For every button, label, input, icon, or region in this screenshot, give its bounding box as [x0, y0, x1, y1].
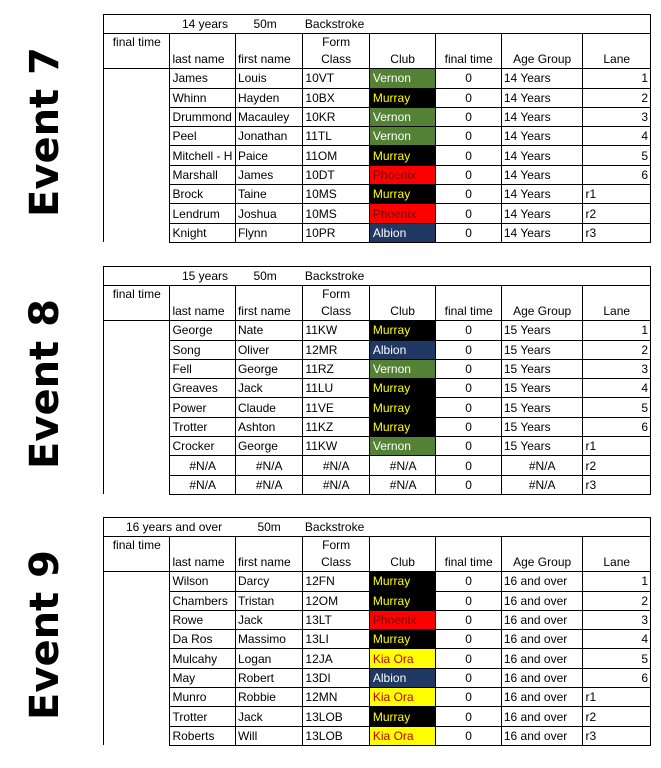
- age-group-cell: #N/A: [501, 475, 583, 494]
- final-time-value-cell: 0: [436, 437, 501, 456]
- table-row: [104, 688, 651, 707]
- first-name-cell: Tristan: [235, 591, 302, 610]
- lane-cell: r3: [583, 726, 651, 745]
- final-time-value-cell: 0: [436, 668, 501, 687]
- table-row: [104, 668, 651, 687]
- club-cell: Kia Ora: [369, 649, 436, 668]
- event-distance: 50m: [253, 269, 277, 284]
- club-cell: Albion: [369, 668, 436, 687]
- form-class-cell: #N/A: [303, 456, 369, 475]
- age-group-cell: 16 and over: [501, 688, 583, 707]
- header-lane: Lane: [583, 34, 651, 69]
- last-name-cell: Knight: [170, 223, 235, 242]
- form-class-cell: 11KW: [303, 321, 369, 340]
- form-class-cell: 13DI: [303, 668, 369, 687]
- table-row: [104, 649, 651, 668]
- header-first-name: first name: [235, 286, 302, 321]
- final-time-value-cell: 0: [436, 417, 501, 436]
- lane-cell: r3: [583, 475, 651, 494]
- lane-cell: 4: [583, 127, 651, 146]
- club-cell: Kia Ora: [369, 688, 436, 707]
- header-form-class: [303, 537, 369, 572]
- header-class: Class: [321, 304, 352, 319]
- age-group-cell: 14 Years: [501, 88, 583, 107]
- header-final-time-2: final time: [436, 537, 501, 572]
- first-name-cell: James: [235, 165, 302, 184]
- table-row: [104, 127, 651, 146]
- header-final-time: final time: [104, 286, 170, 321]
- form-class-cell: 10MS: [303, 185, 369, 204]
- last-name-cell: Mitchell - H: [170, 146, 235, 165]
- lane-cell: 1: [583, 572, 651, 591]
- table-row: [104, 398, 651, 417]
- final-time-value-cell: 0: [436, 107, 501, 126]
- first-name-cell: Paice: [235, 146, 302, 165]
- final-time-value-cell: 0: [436, 630, 501, 649]
- form-class-cell: 11VE: [303, 398, 369, 417]
- first-name-cell: Jonathan: [235, 127, 302, 146]
- form-class-cell: 11KZ: [303, 417, 369, 436]
- final-time-cell: [104, 88, 170, 107]
- final-time-value-cell: 0: [436, 572, 501, 591]
- final-time-cell: [104, 591, 170, 610]
- event-9-label: Event 9: [22, 550, 69, 720]
- final-time-value-cell: 0: [436, 88, 501, 107]
- header-club: Club: [369, 537, 436, 572]
- first-name-cell: Jack: [235, 379, 302, 398]
- lane-cell: 1: [583, 321, 651, 340]
- final-time-value-cell: 0: [436, 146, 501, 165]
- last-name-cell: Fell: [170, 359, 235, 378]
- first-name-cell: Macauley: [235, 107, 302, 126]
- last-name-cell: Song: [170, 340, 235, 359]
- form-class-cell: 12MR: [303, 340, 369, 359]
- header-last-name: last name: [170, 537, 235, 572]
- info-spacer: [104, 15, 170, 34]
- final-time-cell: [104, 707, 170, 726]
- age-group-cell: 16 and over: [501, 668, 583, 687]
- lane-cell: r2: [583, 204, 651, 223]
- form-class-cell: 11RZ: [303, 359, 369, 378]
- final-time-cell: [104, 398, 170, 417]
- first-name-cell: Taine: [235, 185, 302, 204]
- form-class-cell: 10MS: [303, 204, 369, 223]
- header-row: [104, 537, 651, 572]
- event-stroke: Backstroke: [304, 17, 365, 32]
- last-name-cell: George: [170, 321, 235, 340]
- first-name-cell: #N/A: [235, 475, 302, 494]
- club-cell: Murray: [369, 379, 436, 398]
- lane-cell: 1: [583, 69, 651, 88]
- age-group-cell: 15 Years: [501, 379, 583, 398]
- header-age-group: Age Group: [501, 537, 583, 572]
- first-name-cell: Hayden: [235, 88, 302, 107]
- age-group-cell: 14 Years: [501, 107, 583, 126]
- last-name-cell: Trotter: [170, 417, 235, 436]
- lane-cell: 6: [583, 668, 651, 687]
- header-final-time-2: final time: [436, 34, 501, 69]
- table-row: [104, 591, 651, 610]
- age-group-cell: 14 Years: [501, 204, 583, 223]
- table-row: [104, 88, 651, 107]
- club-cell: Murray: [369, 321, 436, 340]
- lane-cell: r2: [583, 707, 651, 726]
- last-name-cell: Power: [170, 398, 235, 417]
- lane-cell: r1: [583, 688, 651, 707]
- club-cell: Albion: [369, 223, 436, 242]
- table-row: [104, 165, 651, 184]
- last-name-cell: Drummond: [170, 107, 235, 126]
- first-name-cell: #N/A: [235, 456, 302, 475]
- header-class: Class: [321, 555, 352, 570]
- final-time-cell: [104, 456, 170, 475]
- age-group-cell: 14 Years: [501, 127, 583, 146]
- lane-cell: 5: [583, 146, 651, 165]
- lane-cell: 2: [583, 340, 651, 359]
- last-name-cell: #N/A: [170, 475, 235, 494]
- club-cell: Kia Ora: [369, 726, 436, 745]
- final-time-value-cell: 0: [436, 610, 501, 629]
- last-name-cell: Lendrum: [170, 204, 235, 223]
- lane-cell: r3: [583, 223, 651, 242]
- final-time-cell: [104, 379, 170, 398]
- club-cell: #N/A: [369, 475, 436, 494]
- final-time-value-cell: 0: [436, 379, 501, 398]
- header-form: Form: [322, 287, 351, 302]
- last-name-cell: Marshall: [170, 165, 235, 184]
- age-group-cell: 14 Years: [501, 165, 583, 184]
- final-time-value-cell: 0: [436, 127, 501, 146]
- lane-cell: 5: [583, 649, 651, 668]
- final-time-value-cell: 0: [436, 204, 501, 223]
- header-form-class: [303, 34, 369, 69]
- club-cell: Murray: [369, 88, 436, 107]
- first-name-cell: Robert: [235, 668, 302, 687]
- club-cell: Phoenix: [369, 204, 436, 223]
- info-filler: [436, 518, 651, 537]
- last-name-cell: Brock: [170, 185, 235, 204]
- table-row: [104, 340, 651, 359]
- header-form: Form: [322, 35, 351, 50]
- last-name-cell: James: [170, 69, 235, 88]
- header-form: Form: [322, 538, 351, 553]
- header-final-time-2: final time: [436, 286, 501, 321]
- form-class-cell: 11KW: [303, 437, 369, 456]
- club-cell: Phoenix: [369, 165, 436, 184]
- lane-cell: 3: [583, 610, 651, 629]
- age-group-cell: 15 Years: [501, 437, 583, 456]
- final-time-cell: [104, 668, 170, 687]
- table-row: [104, 379, 651, 398]
- table-row: [104, 707, 651, 726]
- final-time-cell: [104, 649, 170, 668]
- event-distance: 50m: [257, 520, 281, 535]
- lane-cell: r1: [583, 185, 651, 204]
- final-time-value-cell: 0: [436, 456, 501, 475]
- final-time-cell: [104, 572, 170, 591]
- table-row: [104, 417, 651, 436]
- final-time-value-cell: 0: [436, 475, 501, 494]
- age-group-cell: 15 Years: [501, 398, 583, 417]
- event-info-row: [104, 518, 651, 537]
- club-cell: Murray: [369, 185, 436, 204]
- age-group-cell: 15 Years: [501, 321, 583, 340]
- form-class-cell: 10BX: [303, 88, 369, 107]
- lane-cell: 5: [583, 398, 651, 417]
- age-group-cell: 16 and over: [501, 572, 583, 591]
- first-name-cell: Flynn: [235, 223, 302, 242]
- first-name-cell: Oliver: [235, 340, 302, 359]
- final-time-cell: [104, 340, 170, 359]
- lane-cell: 3: [583, 107, 651, 126]
- age-group-cell: 16 and over: [501, 610, 583, 629]
- header-form-class: [303, 286, 369, 321]
- last-name-cell: Wilson: [170, 572, 235, 591]
- last-name-cell: Da Ros: [170, 630, 235, 649]
- event-7-table: [103, 14, 651, 243]
- final-time-cell: [104, 437, 170, 456]
- form-class-cell: 12JA: [303, 649, 369, 668]
- form-class-cell: 10VT: [303, 69, 369, 88]
- final-time-cell: [104, 688, 170, 707]
- last-name-cell: May: [170, 668, 235, 687]
- header-lane: Lane: [583, 286, 651, 321]
- club-cell: Murray: [369, 417, 436, 436]
- last-name-cell: Whinn: [170, 88, 235, 107]
- lane-cell: 6: [583, 165, 651, 184]
- last-name-cell: Trotter: [170, 707, 235, 726]
- header-first-name: first name: [235, 537, 302, 572]
- first-name-cell: George: [235, 359, 302, 378]
- final-time-value-cell: 0: [436, 185, 501, 204]
- lane-cell: r2: [583, 456, 651, 475]
- lane-cell: 2: [583, 591, 651, 610]
- final-time-cell: [104, 69, 170, 88]
- header-age-group: Age Group: [501, 34, 583, 69]
- final-time-cell: [104, 417, 170, 436]
- final-time-cell: [104, 165, 170, 184]
- club-cell: Vernon: [369, 107, 436, 126]
- lane-cell: 4: [583, 379, 651, 398]
- form-class-cell: 10KR: [303, 107, 369, 126]
- final-time-cell: [104, 321, 170, 340]
- first-name-cell: Ashton: [235, 417, 302, 436]
- event-9-table: [103, 517, 651, 746]
- form-class-cell: 10DT: [303, 165, 369, 184]
- club-cell: Vernon: [369, 127, 436, 146]
- header-final-time: final time: [104, 34, 170, 69]
- event-info-row: [104, 15, 651, 34]
- lane-cell: 3: [583, 359, 651, 378]
- event-info-row: [104, 267, 651, 286]
- last-name-cell: Greaves: [170, 379, 235, 398]
- lane-cell: 4: [583, 630, 651, 649]
- age-group-cell: 15 Years: [501, 359, 583, 378]
- final-time-value-cell: 0: [436, 223, 501, 242]
- final-time-cell: [104, 107, 170, 126]
- age-group-cell: 14 Years: [501, 185, 583, 204]
- age-group-cell: 16 and over: [501, 630, 583, 649]
- form-class-cell: 11OM: [303, 146, 369, 165]
- table-row: [104, 572, 651, 591]
- form-class-cell: 12FN: [303, 572, 369, 591]
- form-class-cell: 13LOB: [303, 726, 369, 745]
- final-time-value-cell: 0: [436, 69, 501, 88]
- club-cell: #N/A: [369, 456, 436, 475]
- final-time-cell: [104, 185, 170, 204]
- last-name-cell: Crocker: [170, 437, 235, 456]
- age-group-cell: 15 Years: [501, 417, 583, 436]
- event-7-label: Event 7: [22, 47, 69, 217]
- first-name-cell: Joshua: [235, 204, 302, 223]
- last-name-cell: #N/A: [170, 456, 235, 475]
- event-age: 14 years: [181, 17, 228, 32]
- final-time-cell: [104, 223, 170, 242]
- last-name-cell: Roberts: [170, 726, 235, 745]
- final-time-value-cell: 0: [436, 591, 501, 610]
- last-name-cell: Rowe: [170, 610, 235, 629]
- club-cell: Murray: [369, 707, 436, 726]
- last-name-cell: Chambers: [170, 591, 235, 610]
- header-last-name: last name: [170, 34, 235, 69]
- club-cell: Murray: [369, 398, 436, 417]
- form-class-cell: 12MN: [303, 688, 369, 707]
- header-club: Club: [369, 286, 436, 321]
- final-time-value-cell: 0: [436, 165, 501, 184]
- header-final-time: final time: [104, 537, 170, 572]
- age-group-cell: 16 and over: [501, 649, 583, 668]
- first-name-cell: Jack: [235, 707, 302, 726]
- final-time-cell: [104, 726, 170, 745]
- final-time-value-cell: 0: [436, 398, 501, 417]
- table-row: [104, 456, 651, 475]
- last-name-cell: Munro: [170, 688, 235, 707]
- first-name-cell: Will: [235, 726, 302, 745]
- final-time-cell: [104, 204, 170, 223]
- table-row: [104, 204, 651, 223]
- first-name-cell: Massimo: [235, 630, 302, 649]
- final-time-value-cell: 0: [436, 321, 501, 340]
- age-group-cell: 14 Years: [501, 223, 583, 242]
- first-name-cell: Darcy: [235, 572, 302, 591]
- first-name-cell: Louis: [235, 69, 302, 88]
- final-time-cell: [104, 359, 170, 378]
- header-row: [104, 34, 651, 69]
- club-cell: Murray: [369, 572, 436, 591]
- table-row: [104, 69, 651, 88]
- final-time-value-cell: 0: [436, 340, 501, 359]
- info-spacer: [104, 267, 170, 286]
- club-cell: Vernon: [369, 437, 436, 456]
- age-group-cell: 14 Years: [501, 69, 583, 88]
- table-row: [104, 359, 651, 378]
- final-time-value-cell: 0: [436, 359, 501, 378]
- club-cell: Phoenix: [369, 610, 436, 629]
- table-row: [104, 146, 651, 165]
- final-time-cell: [104, 630, 170, 649]
- last-name-cell: Peel: [170, 127, 235, 146]
- table-row: [104, 223, 651, 242]
- first-name-cell: Nate: [235, 321, 302, 340]
- table-row: [104, 185, 651, 204]
- event-age: 15 years: [181, 269, 228, 284]
- form-class-cell: 11LU: [303, 379, 369, 398]
- header-row: [104, 286, 651, 321]
- final-time-cell: [104, 610, 170, 629]
- form-class-cell: #N/A: [303, 475, 369, 494]
- club-cell: Albion: [369, 340, 436, 359]
- form-class-cell: 13LT: [303, 610, 369, 629]
- first-name-cell: Jack: [235, 610, 302, 629]
- club-cell: Murray: [369, 146, 436, 165]
- form-class-cell: 10PR: [303, 223, 369, 242]
- age-group-cell: 14 Years: [501, 146, 583, 165]
- table-row: [104, 437, 651, 456]
- lane-cell: 2: [583, 88, 651, 107]
- table-row: [104, 610, 651, 629]
- final-time-value-cell: 0: [436, 649, 501, 668]
- final-time-cell: [104, 127, 170, 146]
- header-last-name: last name: [170, 286, 235, 321]
- event-8-label: Event 8: [22, 299, 69, 469]
- final-time-cell: [104, 146, 170, 165]
- event-8-table: [103, 266, 651, 495]
- first-name-cell: Claude: [235, 398, 302, 417]
- table-row: [104, 475, 651, 494]
- lane-cell: 6: [583, 417, 651, 436]
- info-filler: [436, 267, 651, 286]
- club-cell: Vernon: [369, 69, 436, 88]
- age-group-cell: 16 and over: [501, 591, 583, 610]
- club-cell: Murray: [369, 591, 436, 610]
- event-age: 16 years and over: [126, 520, 223, 535]
- header-class: Class: [321, 52, 352, 67]
- first-name-cell: Logan: [235, 649, 302, 668]
- club-cell: Vernon: [369, 359, 436, 378]
- first-name-cell: Robbie: [235, 688, 302, 707]
- first-name-cell: George: [235, 437, 302, 456]
- final-time-value-cell: 0: [436, 688, 501, 707]
- age-group-cell: 16 and over: [501, 726, 583, 745]
- last-name-cell: Mulcahy: [170, 649, 235, 668]
- header-first-name: first name: [235, 34, 302, 69]
- header-lane: Lane: [583, 537, 651, 572]
- table-row: [104, 726, 651, 745]
- form-class-cell: 11TL: [303, 127, 369, 146]
- table-row: [104, 630, 651, 649]
- table-row: [104, 321, 651, 340]
- event-stroke: Backstroke: [304, 520, 365, 535]
- age-group-cell: 16 and over: [501, 707, 583, 726]
- form-class-cell: 13LOB: [303, 707, 369, 726]
- age-group-cell: #N/A: [501, 456, 583, 475]
- form-class-cell: 12OM: [303, 591, 369, 610]
- header-age-group: Age Group: [501, 286, 583, 321]
- event-stroke: Backstroke: [304, 269, 365, 284]
- form-class-cell: 13LI: [303, 630, 369, 649]
- club-cell: Murray: [369, 630, 436, 649]
- final-time-value-cell: 0: [436, 707, 501, 726]
- final-time-value-cell: 0: [436, 726, 501, 745]
- age-group-cell: 15 Years: [501, 340, 583, 359]
- header-club: Club: [369, 34, 436, 69]
- lane-cell: r1: [583, 437, 651, 456]
- info-filler: [436, 15, 651, 34]
- event-distance: 50m: [253, 17, 277, 32]
- table-row: [104, 107, 651, 126]
- final-time-cell: [104, 475, 170, 494]
